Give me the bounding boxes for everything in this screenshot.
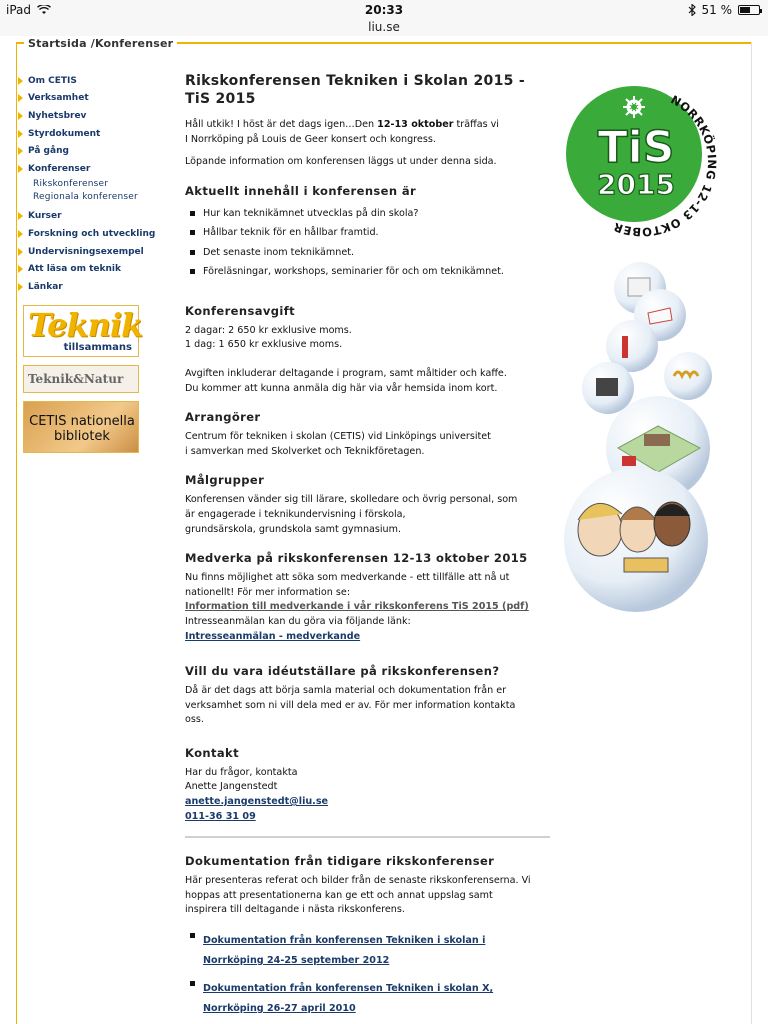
avgift-line: 2 dagar: 2 650 kr exklusive moms. [185, 324, 352, 336]
contact-phone-link[interactable]: 011-36 31 09 [185, 810, 256, 822]
logo-text: Teknik&Natur [28, 372, 124, 386]
nav-item-pa-gang[interactable] [18, 142, 168, 160]
medverkande-info-pdf-link[interactable]: Information till medverkande i vår rikskonferens TiS 2015 (pdf) [185, 601, 529, 613]
cetis-bibliotek-logo[interactable] [23, 401, 139, 453]
logo-text: Teknik [28, 306, 143, 344]
nav-label: På gång [28, 146, 69, 157]
medverka-line-3: Intresseanmälan kan du göra via följande länk: [185, 615, 411, 627]
section-heading-kontakt: Kontakt [185, 745, 239, 760]
avgift-paragraph [185, 324, 555, 353]
kontakt-line: Har du frågor, kontakta [185, 766, 298, 778]
intro-text-end: träffas vi [453, 119, 499, 130]
arrow-right-icon [18, 94, 23, 102]
tis-2015-logo [562, 82, 722, 242]
nav-label: Att läsa om teknik [28, 264, 121, 275]
dokumentation-2012-link[interactable] [203, 935, 485, 966]
page-border-right [751, 42, 752, 1024]
intro-line-2: I Norrköping på Louis de Geer konsert och kongress. [185, 133, 436, 145]
intro-date: 12-13 oktober [377, 119, 454, 130]
dok-line: inspirera till deltagande i nästa rikskonferens. [185, 904, 405, 916]
building-icon [644, 434, 670, 446]
nav-label: Verksamhet [28, 93, 89, 104]
status-time: 20:33 [364, 3, 404, 17]
teknik-tillsammans-logo[interactable] [23, 305, 143, 357]
page-border-left [16, 42, 17, 1024]
nav-subitem-rikskonferenser[interactable]: Rikskonferenser [33, 178, 109, 189]
logo-subtext: tillsammans [63, 342, 132, 353]
arrow-right-icon [18, 130, 23, 138]
list-item [185, 928, 555, 968]
section-heading-avgift: Konferensavgift [185, 303, 296, 318]
address-bar[interactable]: liu.se [0, 20, 768, 36]
arrow-right-icon [18, 230, 23, 238]
kontakt-paragraph [185, 766, 555, 795]
breadcrumb[interactable]: Startsida /Konferenser [24, 37, 177, 50]
status-bar [0, 0, 768, 20]
section-heading-aktuellt: Aktuellt innehåll i konferensen är [185, 183, 417, 198]
main-content [185, 72, 555, 1024]
nav-label: Forskning och utveckling [28, 228, 156, 239]
battery-icon [738, 5, 760, 15]
nav-item-att-lasa[interactable] [18, 260, 168, 278]
bubble [664, 352, 712, 400]
logo-line-2: bibliotek [54, 429, 110, 444]
nav-item-styrdokument[interactable] [18, 125, 168, 143]
nav-label: Styrdokument [28, 128, 101, 139]
ide-line: oss. [185, 714, 204, 726]
arrangorer-paragraph [185, 430, 555, 459]
battery-percent: 51 % [701, 3, 732, 17]
teknik-natur-logo[interactable] [23, 365, 139, 393]
nav-label: Nyhetsbrev [28, 110, 87, 121]
page-title: Rikskonferensen Tekniken i Skolan 2015 - TiS 2015 [185, 73, 525, 107]
logo-line-1: CETIS nationella [29, 414, 135, 429]
dokumentation-link-list [185, 928, 555, 1016]
nav-item-om-cetis[interactable] [18, 72, 168, 90]
section-heading-dokumentation: Dokumentation från tidigare rikskonferenser [185, 854, 495, 869]
intresseanmalan-link[interactable]: Intresseanmälan - medverkande [185, 630, 361, 642]
avgift-line: 1 dag: 1 650 kr exklusive moms. [185, 339, 343, 351]
dokumentation-paragraph [185, 874, 555, 918]
ideutstallare-paragraph [185, 684, 555, 728]
nav-subitem-regionala-konferenser[interactable]: Regionala konferenser [33, 191, 138, 202]
med-line: nationellt! För mer information se: [185, 586, 351, 598]
link-line: Dokumentation från konferensen Tekniken i skolan X, [203, 983, 494, 995]
list-item: Det senaste inom teknikämnet. [185, 243, 555, 263]
nav-label: Undervisningsexempel [28, 246, 144, 257]
intro-paragraph-2: Löpande information om konferensen läggs ut under denna sida. [185, 156, 497, 168]
ide-line: Då är det dags att börja samla material och dokumentation från er [185, 685, 507, 697]
arrow-right-icon [18, 165, 23, 173]
logo-text [27, 414, 137, 444]
nav-label: Kurser [28, 211, 62, 222]
dok-line: hoppas att presentationerna kan ge ett och annat uppslag samt [185, 889, 493, 901]
list-item [185, 976, 555, 1016]
medverka-paragraph [185, 571, 555, 600]
avgift-line: Avgiften inkluderar deltagande i program, samt måltider och kaffe. [185, 367, 507, 379]
technology-illustration [560, 258, 720, 618]
nav-item-forskning[interactable] [18, 225, 168, 243]
list-item: Hur kan teknikämnet utvecklas på din skola? [185, 204, 555, 224]
mal-line: är engagerade i teknikundervisning i förskola, [185, 508, 406, 520]
contact-email-link[interactable]: anette.jangenstedt@liu.se [185, 796, 329, 808]
avgift-paragraph-2 [185, 367, 555, 396]
nav-label: Konferenser [28, 163, 91, 174]
nav-item-lankar[interactable] [18, 278, 168, 296]
arrow-right-icon [18, 248, 23, 256]
arrow-right-icon [18, 77, 23, 85]
machine-icon [596, 378, 618, 396]
dokumentation-2010-link[interactable] [203, 983, 493, 1014]
intro-paragraph [185, 118, 555, 147]
section-divider [185, 836, 550, 838]
avgift-line: Du kommer att kunna anmäla dig här via vår hemsida inom kort. [185, 382, 498, 394]
malgrupper-paragraph [185, 493, 555, 537]
gear-icon [623, 96, 645, 118]
logo-year-text: 2015 [597, 168, 675, 201]
nav-label: Länkar [28, 281, 63, 292]
arrow-right-icon [18, 112, 23, 120]
arrow-right-icon [18, 265, 23, 273]
nav-item-undervisningsexempel[interactable] [18, 243, 168, 261]
mal-line: grundsärskola, grundskola samt gymnasium. [185, 523, 402, 535]
truck-icon [622, 456, 636, 466]
logo-ring-textpath: NORRKÖPING 12-13 OKTOBER [611, 92, 720, 240]
bluetooth-icon [688, 4, 696, 16]
list-item: Föreläsningar, workshops, seminarier för och om teknikämnet. [185, 262, 555, 282]
dok-line: Här presenteras referat och bilder från de senaste rikskonferenserna. Vi [185, 875, 531, 887]
status-right [688, 3, 761, 17]
section-heading-medverka: Medverka på rikskonferensen 12-13 oktober 2015 [185, 551, 528, 566]
kontakt-name: Anette Jangenstedt [185, 781, 278, 793]
section-heading-arrangorer: Arrangörer [185, 410, 261, 425]
arrow-right-icon [18, 147, 23, 155]
link-line: Norrköping 26-27 april 2010 [203, 1003, 356, 1015]
ide-line: verksamhet som ni vill dela med er av. För mer information kontakta [185, 699, 516, 711]
nav-item-kurser[interactable] [18, 208, 168, 226]
nav-label: Om CETIS [28, 75, 77, 86]
med-line: Nu finns möjlighet att söka som medverkande - ett tillfälle att nå ut [185, 572, 510, 584]
section-heading-ideutstallare: Vill du vara idéutställare på rikskonferensen? [185, 664, 500, 679]
nav-item-verksamhet[interactable] [18, 90, 168, 108]
mal-line: Konferensen vänder sig till lärare, skolledare och övrig personal, som [185, 494, 518, 506]
list-item: Hållbar teknik för en hållbar framtid. [185, 223, 555, 243]
aktuellt-list [185, 204, 555, 282]
arr-line: i samverkan med Skolverket och Teknikföretagen. [185, 445, 425, 457]
sidebar-nav [18, 72, 168, 296]
tube-icon [622, 336, 628, 358]
nav-item-nyhetsbrev[interactable] [18, 107, 168, 125]
nav-item-konferenser[interactable] [18, 160, 168, 178]
device-label: iPad [6, 3, 32, 17]
link-line: Norrköping 24-25 september 2012 [203, 955, 390, 967]
arr-line: Centrum för tekniken i skolan (CETIS) vid Linköpings universitet [185, 431, 491, 443]
section-heading-malgrupper: Målgrupper [185, 473, 265, 488]
intro-text: Håll utkik! I höst är det dags igen…Den [185, 119, 378, 130]
arrow-right-icon [18, 212, 23, 220]
link-line: Dokumentation från konferensen Tekniken i skolan i [203, 935, 486, 947]
arrow-right-icon [18, 283, 23, 291]
circuit-board [624, 558, 668, 572]
battery-fill [740, 7, 750, 13]
logo-tis-text: TiS [597, 122, 675, 173]
